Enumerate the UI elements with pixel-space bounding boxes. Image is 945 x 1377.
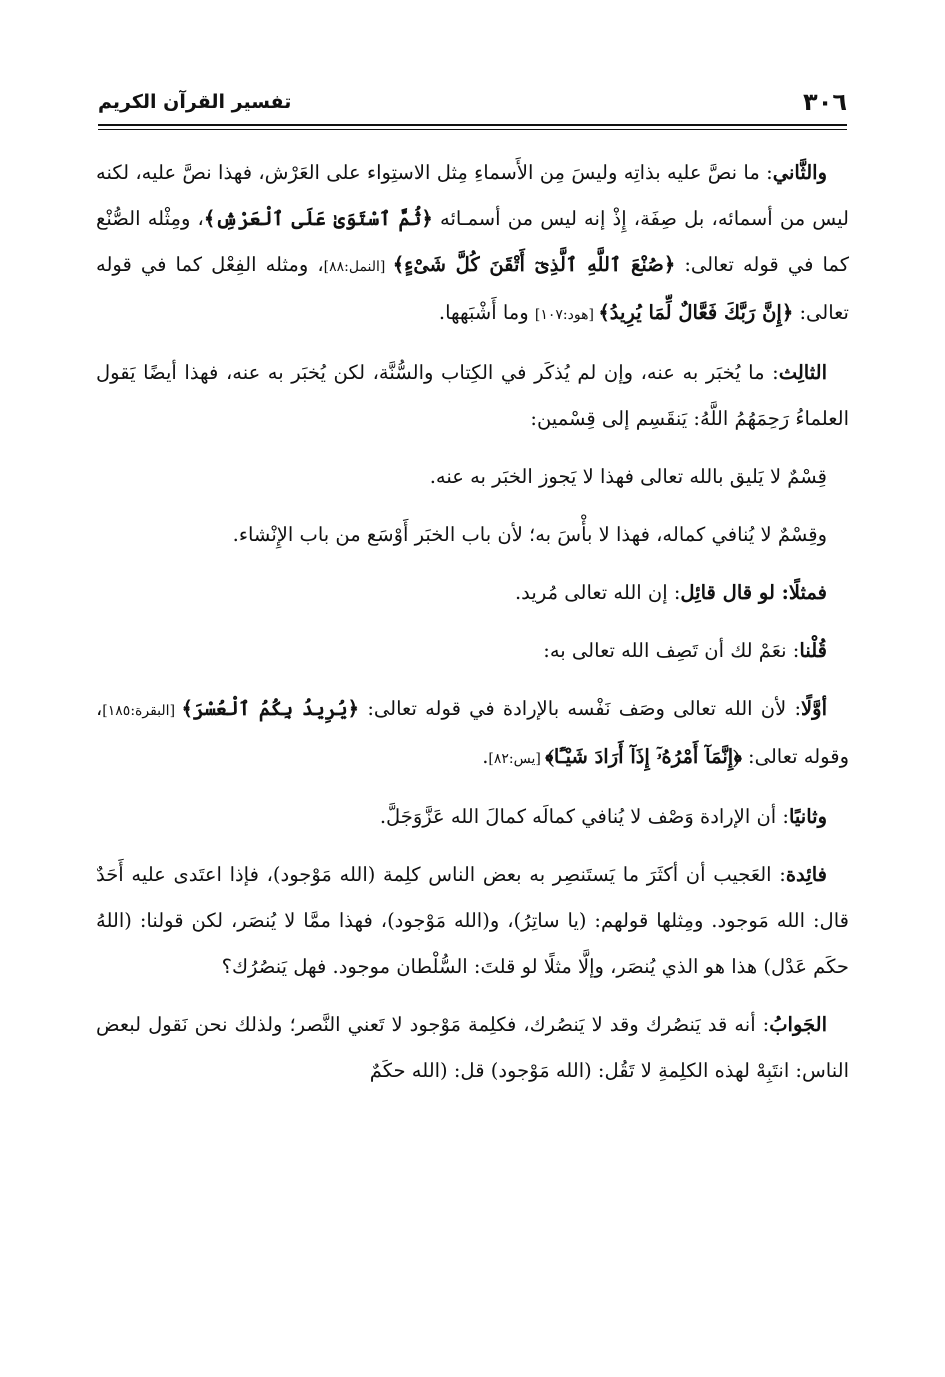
paragraph (96, 1002, 849, 1094)
quran-verse: ﴿إِنَّمَآ أَمْرُهُۥٓ إِذَآ أَرَادَ شَيْـًٔا﴾ (545, 745, 742, 768)
paragraph-text: ، ومِثْله الصُّنْع كما في قوله تعالى: (96, 207, 849, 276)
book-title: تفسير القرآن الكريم (98, 91, 292, 113)
paragraph (96, 628, 849, 674)
paragraph-lead: الجَوابُ (769, 1013, 827, 1036)
paragraph (96, 686, 849, 782)
paragraph-lead: أوَّلًا (801, 697, 827, 720)
paragraph-text: : أن الإرادة وَصْف لا يُنافي كمالَه كمالَ الله عَزَّوَجَلَّ. (379, 805, 789, 828)
paragraph-text: ، وقوله تعالى: (96, 697, 849, 768)
paragraph-text: : لأن الله تعالى وصَف نَفْسه بالإرادة في قوله تعالى: (359, 697, 802, 720)
paragraph-lead: وثانيًا (788, 805, 827, 828)
paragraph-lead: والثَّاني (772, 161, 827, 184)
paragraph (96, 350, 849, 442)
paragraph-lead: الثالِث (778, 361, 827, 384)
quran-verse: ﴿إِنَّ رَبَّكَ فَعَّالٌ لِّمَا يُرِيدُ﴾ (598, 301, 794, 324)
paragraph-text: وقِسْمٌ لا يُنافي كماله، فهذا لا بأْسَ به؛ لأن باب الخبَر أَوْسَع من باب الإِنْشاء. (232, 523, 827, 546)
paragraph-text: : ما نصَّ عليه بذاتِه وليسَ مِن الأَسماءِ مِثل الاستِواء على العَرْش، فهذا نصَّ عليه، لكنه ليس من أسمائه، بل صِفَة، إِذْ إنه ليس من أسمـائه (96, 161, 849, 230)
paragraph (96, 852, 849, 990)
paragraph-text: وما أَشْبَهها. (438, 301, 535, 324)
paragraph (96, 512, 849, 558)
paragraph-text: قِسْمٌ لا يَليق بالله تعالى فهذا لا يَجوز الخبَر به عنه. (429, 465, 827, 488)
verse-reference: [النمل:٨٨] (323, 259, 393, 275)
paragraph-text: : ما يُخبَر به عنه، وإن لم يُذكَر في الكِتاب والسُّنَّة، لكن يُخبَر به عنه، فهذا أيضًا يَقول العلماءُ رَحِمَهُمُ اللَّهُ: يَنقَسِم إلى قِسْمين: (96, 361, 849, 430)
paragraph-lead: فمثلًا: لو قال قائِل (680, 581, 827, 604)
header-rule-thin (98, 129, 847, 130)
paragraph-text: ، ومثله الفِعْل كما في قوله تعالى: (96, 253, 849, 324)
paragraph-lead: فائِدة (785, 863, 827, 886)
paragraph (96, 454, 849, 500)
paragraph-text: . (482, 745, 489, 768)
paragraph (96, 794, 849, 840)
header-rule (98, 124, 847, 126)
verse-reference: [يس:٨٢] (488, 751, 546, 767)
verse-reference: [هود:١٠٧] (534, 307, 599, 323)
verse-reference: [البقرة:١٨٥] (102, 703, 182, 719)
paragraph-text: : أنه قد يَنصُرك وقد لا يَنصُرك، فكلِمة مَوْجود لا تَعني النَّصر؛ ولذلك نحن نَقول لبعض الناس: انتَبِهْ لهذه الكلِمةِ لا تَقُل: (الله مَوْجود) قل: (الله حكَمٌ (96, 1013, 849, 1082)
quran-verse: ﴿يُرِيدُ بِكُمُ ٱلْعُسْرَ﴾ (181, 697, 360, 720)
paragraph-text: : إن الله تعالى مُريد. (514, 581, 681, 604)
paragraph-lead: قُلْنا (799, 639, 827, 662)
paragraph-text: : نعَمْ لك أن تَصِف الله تعالى به: (543, 639, 800, 662)
quran-verse: ﴿ثُمَّ ٱسْتَوَىٰ عَلَى ٱلْعَرْشِ﴾ (203, 207, 433, 230)
body-text (96, 150, 849, 1106)
page-number: ٣٠٦ (803, 88, 847, 116)
page-header (98, 82, 847, 122)
paragraph (96, 570, 849, 616)
paragraph-text: : العَجيب أن أكثَرَ ما يَستَنصِر به بعض الناس كلِمة (الله مَوْجود)، فإذا اعتَدى عليه أَحَدٌ قال: الله مَوجود. ومِثلها قولهم: (يا ساتِرُ)، و(الله مَوْجود)، فهذا ممَّا لا يُنصَر، لكن قولنا: (اللهُ حكَم عَدْل) هذا هو الذي يُنصَر، وإلَّا مثلًا لو قلتَ: السُّلْطان موجود. فهل يَنصُرُك؟ (96, 863, 849, 978)
paragraph (96, 150, 849, 338)
quran-verse: ﴿صُنْعَ ٱللَّهِ ٱلَّذِىٓ أَتْقَنَ كُلَّ شَىْءٍ﴾ (392, 253, 676, 276)
